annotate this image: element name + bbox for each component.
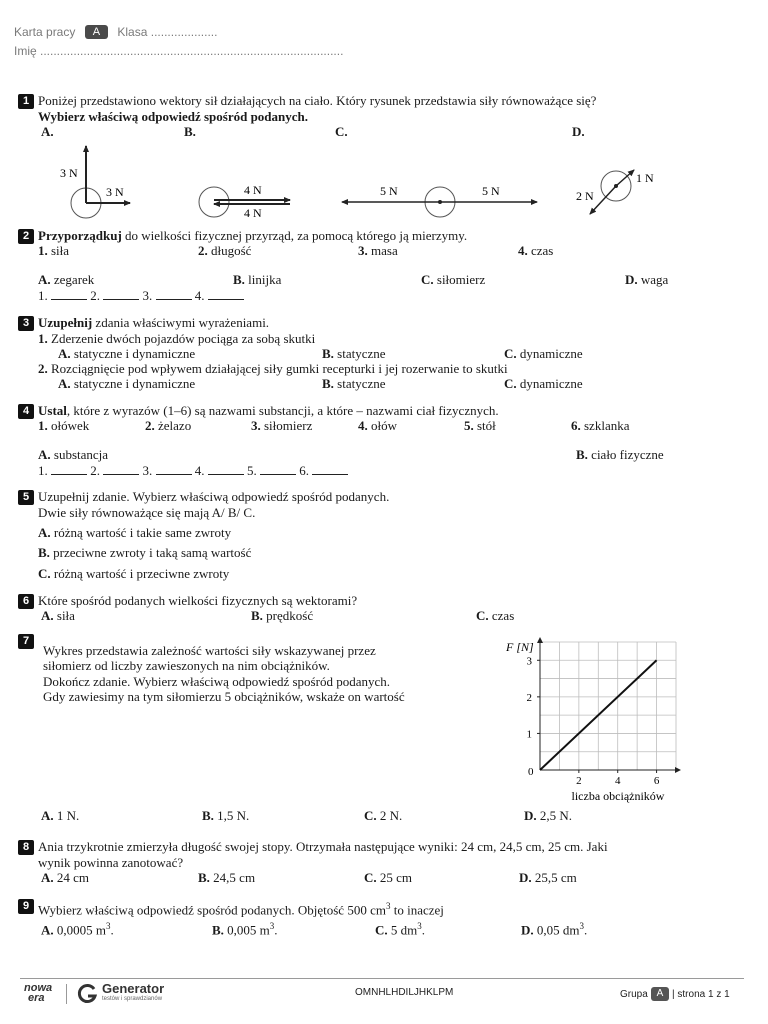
question-keyword: Przyporządkuj [38,228,122,243]
figure-b [199,183,290,220]
answer-blank[interactable] [51,289,87,300]
name-row [14,44,343,58]
worksheet-code: OMNHLHDILJHKLPM [355,987,454,998]
question-instruction: Wybierz właściwą odpowiedź spośród podanych. [38,109,309,124]
answer-blank[interactable] [103,289,139,300]
option-a[interactable]: A. statyczne i dynamiczne [58,346,196,361]
question-text: Gdy zawiesimy na tym siłomierzu 5 obciążników, wskaże on wartość [43,689,405,704]
option-b[interactable]: B. [184,124,196,139]
option-d[interactable]: D. 0,05 $dm^3$. [521,921,588,938]
option-b[interactable]: B. prędkość [251,608,314,623]
question-text: Uzupełnij zdanie. Wybierz właściwą odpowiedź spośród podanych. [38,489,390,504]
word-item: 3. siłomierz [251,418,313,433]
class-field[interactable]: .................... [150,25,218,39]
class-label: Klasa [117,25,148,39]
chart-origin-label: 0 [528,766,534,778]
option-c[interactable]: C. dynamiczne [504,376,583,391]
question-number: 2 [18,229,34,244]
force-label: 4 N [244,183,262,197]
option-b[interactable]: B. 0,005 $m^3$. [212,921,278,938]
name-label: Imię [14,44,37,58]
question-text: Wykres przedstawia zależność wartości siły wskazywanej przez [43,643,376,658]
word-item: 6. szklanka [571,418,630,433]
force-label: 3 N [106,185,124,199]
answer-blank[interactable] [156,289,192,300]
word-item: 2. żelazo [145,418,192,433]
question-number: 7 [18,634,34,649]
question-text: Ania trzykrotnie zmierzyła długość swojej stopy. Otrzymała następujące wyniki: 24 cm, 24,5 cm, 25 cm. Jaki [38,839,608,854]
option-a[interactable]: A. statyczne i dynamiczne [58,376,196,391]
y-tick-label: 2 [526,691,532,704]
question-text: Poniżej przedstawiono wektory sił działających na ciało. Który rysunek przedstawia siły równoważące się? [38,93,597,108]
question-text: wynik powinna zanotować? [38,855,184,870]
x-tick-label: 2 [576,775,582,787]
question-number: 3 [18,316,34,331]
question-text: Wybierz właściwą odpowiedź spośród podanych. Objętość 500 $cm^3$ to inaczej [38,901,444,918]
x-axis-arrow [675,767,681,773]
option-b[interactable]: B. statyczne [322,376,386,391]
question-number: 8 [18,840,34,855]
option-a[interactable]: A. 0,0005 $m^3$. [41,921,114,938]
word-item: 1. ołówek [38,418,90,433]
generator-logo-icon [76,983,100,1005]
figure-c [342,184,537,217]
x-tick-label: 6 [653,775,660,787]
question-text: Dokończ zdanie. Wybierz właściwą odpowiedź spośród podanych. [43,674,390,689]
group-badge: A [85,25,108,39]
question-number: 6 [18,594,34,609]
question-sentence: Dwie siły równoważące się mają A/ B/ C. [38,505,256,520]
force-label: 5 N [380,184,398,198]
question-number: 1 [18,94,34,109]
option-c[interactable]: C. różną wartość i przeciwne zwroty [38,566,230,581]
word-item: 5. stół [464,418,496,433]
quantity-item: 1. siła [38,243,70,258]
answer-blank[interactable] [208,464,244,475]
option-a[interactable]: A. siła [41,608,75,623]
option-c[interactable]: C. czas [476,608,515,623]
force-label: 5 N [482,184,500,198]
option-b[interactable]: B. 1,5 N. [202,808,250,823]
force-vector-figures [0,140,768,222]
quantity-item: 4. czas [518,243,554,258]
force-label: 2 N [576,189,594,203]
question-text: siłomierz od liczby zawieszonych na nim obciążników. [43,658,330,673]
generator-subtitle: testów i sprawdzianów [102,996,163,1002]
question-text [38,315,269,331]
category-a[interactable]: A. substancja [38,447,109,462]
nowa-era-logo: nowa era [24,982,53,1004]
quantity-item: 2. długość [198,243,252,258]
answer-blank[interactable] [260,464,296,475]
question-text-rest: zdania właściwymi wyrażeniami. [92,315,270,330]
force-label: 4 N [244,206,262,220]
question-keyword: Ustal [38,403,67,418]
option-d[interactable]: D. [572,124,585,139]
footer-divider [20,978,744,979]
word-item: 4. ołów [358,418,397,433]
option-c[interactable]: C. 5 $dm^3$. [375,921,426,938]
chart-xlabel: liczba obciążników [571,789,665,803]
sentence-2: 2. Rozciągnięcie pod wpływem działającej siły gumki recepturki i jej rozerwanie to skutki [38,361,508,376]
answer-blank[interactable] [208,289,244,300]
answer-blank[interactable] [156,464,192,475]
question-text [38,228,467,244]
x-tick-label: 4 [614,775,621,787]
footer-group-badge: A [651,987,670,1001]
option-a[interactable]: A. 1 N. [41,808,80,823]
answer-slots: 1. 2. 3. 4. [38,288,244,304]
question-text-rest: , które z wyrazów (1–6) są nazwami substancji, a które – nazwami ciał fizycznych. [66,403,499,418]
y-tick-label: 3 [526,655,532,668]
option-d[interactable]: D. 2,5 N. [524,808,573,823]
name-field[interactable]: ........................................................................................... [40,44,344,58]
answer-blank[interactable] [312,464,348,475]
figure-d [576,170,654,214]
question-text: Które spośród podanych wielkości fizycznych są wektorami? [38,593,358,608]
option-c[interactable]: C. [335,124,348,139]
y-tick-label: 1 [526,728,532,741]
instrument-option[interactable]: A. zegarek [38,272,95,287]
instrument-option[interactable]: D. waga [625,272,669,287]
question-text-rest: do wielkości fizycznej przyrząd, za pomocą którego ją mierzymy. [121,228,468,243]
category-b[interactable]: B. ciało fizyczne [576,447,664,462]
question-keyword: Uzupełnij [38,315,93,330]
option-a[interactable]: A. [41,124,54,139]
question-number: 5 [18,490,34,505]
instrument-option[interactable]: C. siłomierz [421,272,486,287]
y-axis-arrow [537,637,543,643]
option-a[interactable]: A. różną wartość i takie same zwroty [38,525,232,540]
force-chart [498,632,690,808]
force-label: 1 N [636,171,654,185]
sentence-1: 1. Zderzenie dwóch pojazdów pociąga za sobą skutki [38,331,316,346]
option-d[interactable]: D. 25,5 cm [519,870,577,885]
option-a[interactable]: A. 24 cm [41,870,90,885]
question-number: 4 [18,404,34,419]
option-c[interactable]: C. dynamiczne [504,346,583,361]
option-c[interactable]: C. 2 N. [364,808,403,823]
chart-ylabel: F [N] [506,640,534,654]
option-b[interactable]: B. przeciwne zwroty i taką samą wartość [38,545,252,560]
body-circle [199,187,229,217]
option-c[interactable]: C. 25 cm [364,870,413,885]
force-label: 3 N [60,166,78,180]
question-text [38,403,499,419]
logo-separator [66,984,67,1004]
option-b[interactable]: B. 24,5 cm [198,870,256,885]
answer-blank[interactable] [103,464,139,475]
instrument-option[interactable]: B. linijka [233,272,282,287]
page-info: Grupa A | strona 1 z 1 [620,988,730,1000]
worksheet-label: Karta pracy [14,25,76,39]
answer-blank[interactable] [51,464,87,475]
generator-title: Generator [102,981,165,996]
question-number: 9 [18,899,34,914]
figure-a [60,146,130,218]
answer-slots: 1. 2. 3. 4. 5. 6. [38,463,348,479]
worksheet-header [14,25,217,39]
quantity-item: 3. masa [358,243,398,258]
option-b[interactable]: B. statyczne [322,346,386,361]
